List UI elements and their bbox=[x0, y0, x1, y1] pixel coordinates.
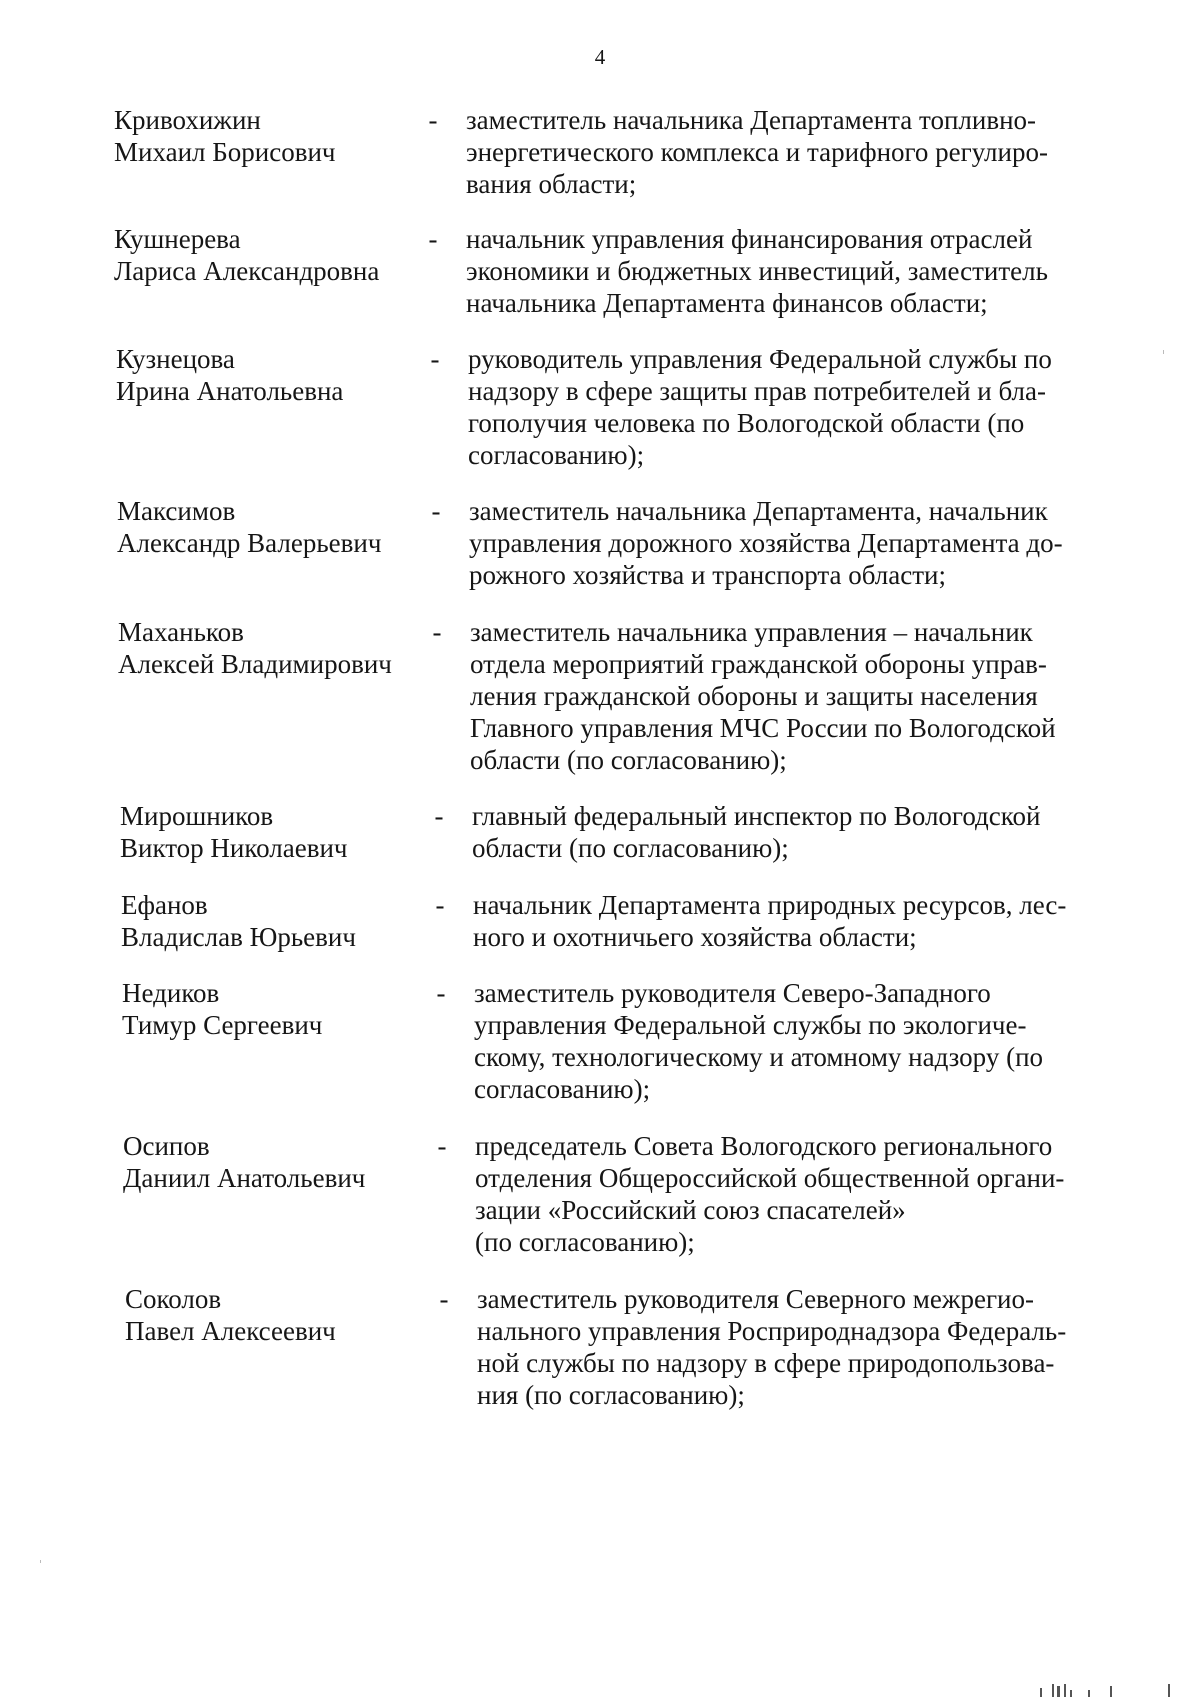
position-line: заместитель начальника управления – начальник bbox=[470, 617, 1033, 647]
position-line: начальника Департамента финансов области; bbox=[466, 288, 988, 318]
member-surname: Кузнецова bbox=[116, 344, 235, 374]
member-position bbox=[473, 889, 1133, 953]
member-given-names: Ирина Анатольевна bbox=[116, 376, 344, 406]
member-name bbox=[114, 104, 434, 168]
member-surname: Мирошников bbox=[120, 801, 274, 831]
member-name bbox=[117, 495, 437, 559]
position-line: (по согласованию); bbox=[475, 1227, 695, 1257]
scan-speck bbox=[1163, 350, 1164, 354]
member-surname: Соколов bbox=[125, 1284, 222, 1314]
page-number: 4 bbox=[594, 45, 606, 69]
separator-dash: - bbox=[432, 617, 442, 647]
scan-speck bbox=[40, 1560, 41, 1563]
member-position bbox=[477, 1283, 1137, 1411]
position-line: отдела мероприятий гражданской обороны управ- bbox=[470, 649, 1047, 679]
member-given-names: Александр Валерьевич bbox=[117, 528, 382, 558]
member-name bbox=[120, 800, 440, 864]
member-given-names: Алексей Владимирович bbox=[118, 649, 392, 679]
position-line: заместитель руководителя Северо-Западного bbox=[474, 978, 991, 1008]
position-line: гополучия человека по Вологодской области (по bbox=[468, 408, 1025, 438]
position-line: скому, технологическому и атомному надзору (по bbox=[474, 1042, 1044, 1072]
scan-artifact bbox=[1110, 1686, 1112, 1697]
member-position bbox=[475, 1130, 1135, 1258]
member-given-names: Михаил Борисович bbox=[114, 137, 336, 167]
member-name bbox=[116, 343, 436, 407]
position-line: руководитель управления Федеральной службы по bbox=[468, 344, 1052, 374]
member-given-names: Даниил Анатольевич bbox=[123, 1163, 366, 1193]
member-surname: Ефанов bbox=[121, 890, 208, 920]
position-line: надзору в сфере защиты прав потребителей и бла- bbox=[468, 376, 1046, 406]
member-position bbox=[470, 616, 1130, 776]
position-line: председатель Совета Вологодского регионального bbox=[475, 1131, 1053, 1161]
position-line: заместитель начальника Департамента топливно- bbox=[466, 105, 1037, 135]
position-line: управления Федеральной службы по экологиче- bbox=[474, 1010, 1027, 1040]
member-surname: Недиков bbox=[122, 978, 220, 1008]
separator-dash: - bbox=[428, 224, 438, 254]
position-line: ной службы по надзору в сфере природопользова- bbox=[477, 1348, 1055, 1378]
separator-dash: - bbox=[431, 496, 441, 526]
position-line: вания области; bbox=[466, 169, 637, 199]
separator-dash: - bbox=[430, 344, 440, 374]
member-surname: Максимов bbox=[117, 496, 236, 526]
position-line: зации «Российский союз спасателей» bbox=[475, 1195, 906, 1225]
position-line: ного и охотничьего хозяйства области; bbox=[473, 922, 917, 952]
position-line: рожного хозяйства и транспорта области; bbox=[469, 560, 946, 590]
member-position bbox=[466, 104, 1126, 200]
member-surname: Кривохижин bbox=[114, 105, 261, 135]
member-position bbox=[469, 495, 1129, 591]
member-given-names: Виктор Николаевич bbox=[120, 833, 348, 863]
position-line: главный федеральный инспектор по Вологодской bbox=[472, 801, 1041, 831]
member-name bbox=[114, 223, 434, 287]
member-name bbox=[122, 977, 442, 1041]
separator-dash: - bbox=[439, 1284, 449, 1314]
scan-artifact bbox=[1064, 1684, 1066, 1697]
member-position bbox=[466, 223, 1126, 319]
member-given-names: Владислав Юрьевич bbox=[121, 922, 356, 952]
position-line: ния (по согласованию); bbox=[477, 1380, 745, 1410]
scan-artifact bbox=[1070, 1690, 1072, 1697]
member-surname: Маханьков bbox=[118, 617, 244, 647]
separator-dash: - bbox=[436, 978, 446, 1008]
scan-artifact bbox=[1057, 1686, 1060, 1697]
position-line: заместитель начальника Департамента, начальник bbox=[469, 496, 1048, 526]
member-position bbox=[472, 800, 1132, 864]
scan-artifact bbox=[1052, 1684, 1054, 1697]
member-given-names: Павел Алексеевич bbox=[125, 1316, 336, 1346]
position-line: области (по согласованию); bbox=[470, 745, 787, 775]
member-surname: Кушнерева bbox=[114, 224, 241, 254]
position-line: Главного управления МЧС России по Вологодской bbox=[470, 713, 1056, 743]
position-line: ления гражданской обороны и защиты населения bbox=[470, 681, 1038, 711]
member-name bbox=[123, 1130, 443, 1194]
scan-artifact bbox=[1040, 1688, 1042, 1697]
position-line: начальник Департамента природных ресурсов, лес- bbox=[473, 890, 1067, 920]
position-line: согласованию); bbox=[474, 1074, 651, 1104]
position-line: нального управления Росприроднадзора Федераль- bbox=[477, 1316, 1067, 1346]
scan-artifact bbox=[1168, 1684, 1170, 1697]
member-name bbox=[121, 889, 441, 953]
member-position bbox=[468, 343, 1128, 471]
position-line: экономики и бюджетных инвестиций, заместитель bbox=[466, 256, 1048, 286]
position-line: начальник управления финансирования отраслей bbox=[466, 224, 1033, 254]
separator-dash: - bbox=[437, 1131, 447, 1161]
position-line: управления дорожного хозяйства Департамента до- bbox=[469, 528, 1063, 558]
position-line: заместитель руководителя Северного межрегио- bbox=[477, 1284, 1034, 1314]
member-name bbox=[118, 616, 438, 680]
position-line: отделения Общероссийской общественной органи- bbox=[475, 1163, 1065, 1193]
member-given-names: Тимур Сергеевич bbox=[122, 1010, 323, 1040]
position-line: энергетического комплекса и тарифного регулиро- bbox=[466, 137, 1048, 167]
member-position bbox=[474, 977, 1134, 1105]
separator-dash: - bbox=[428, 105, 438, 135]
position-line: согласованию); bbox=[468, 440, 645, 470]
position-line: области (по согласованию); bbox=[472, 833, 789, 863]
separator-dash: - bbox=[435, 890, 445, 920]
scan-artifact bbox=[1088, 1690, 1090, 1697]
separator-dash: - bbox=[434, 801, 444, 831]
member-name bbox=[125, 1283, 445, 1347]
member-given-names: Лариса Александровна bbox=[114, 256, 380, 286]
member-surname: Осипов bbox=[123, 1131, 210, 1161]
